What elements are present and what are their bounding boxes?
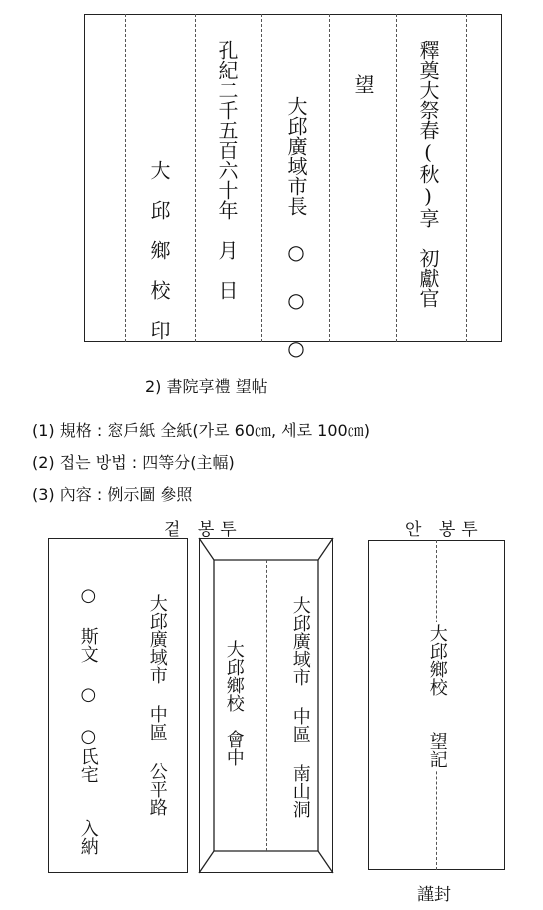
fold-line <box>266 560 267 851</box>
mangcheop-title: 釋奠大祭春(秋)享 初獻官 <box>416 40 440 308</box>
fold-line <box>329 14 330 342</box>
outer-envelope-sender: 大邱鄉校 會中 <box>223 640 245 766</box>
section-caption: 2) 書院享禮 望帖 <box>145 377 268 396</box>
spec-item: (3) 內容 : 例示圖 參照 <box>32 485 193 504</box>
spec-item: (1) 規格 : 窓戶紙 全紙(가로 60㎝, 세로 100㎝) <box>32 421 370 440</box>
fold-line <box>396 14 397 342</box>
inner-envelope-label: 안 봉투 <box>405 520 484 540</box>
seal-label: 謹封 <box>417 885 451 905</box>
outer-envelope-label: 겉 봉투 <box>164 520 243 540</box>
fold-line <box>261 14 262 342</box>
mangcheop-mang: 望 <box>351 74 375 94</box>
fold-line <box>195 14 196 342</box>
mangcheop-seal-line: 大 邱 鄉 校 印 <box>147 160 171 340</box>
fold-line <box>125 14 126 342</box>
outer-envelope-recipient: ○ 斯文 ○ ○氏宅 入納 <box>77 585 99 855</box>
mangcheop-date: 孔紀二千五百六十年 月 日 <box>215 40 239 300</box>
spec-item: (2) 접는 방법 : 四等分(主幅) <box>32 453 235 472</box>
outer-envelope-address: 大邱廣域市 中區 公平路 <box>146 594 168 816</box>
fold-line <box>466 14 467 342</box>
mangcheop-mayor: 大邱廣域市長 ○ ○ ○ <box>284 96 308 360</box>
outer-envelope-sender-address: 大邱廣域市 中區 南山洞 <box>289 596 311 818</box>
inner-envelope-text: 大邱鄉校 望記 <box>426 624 448 768</box>
